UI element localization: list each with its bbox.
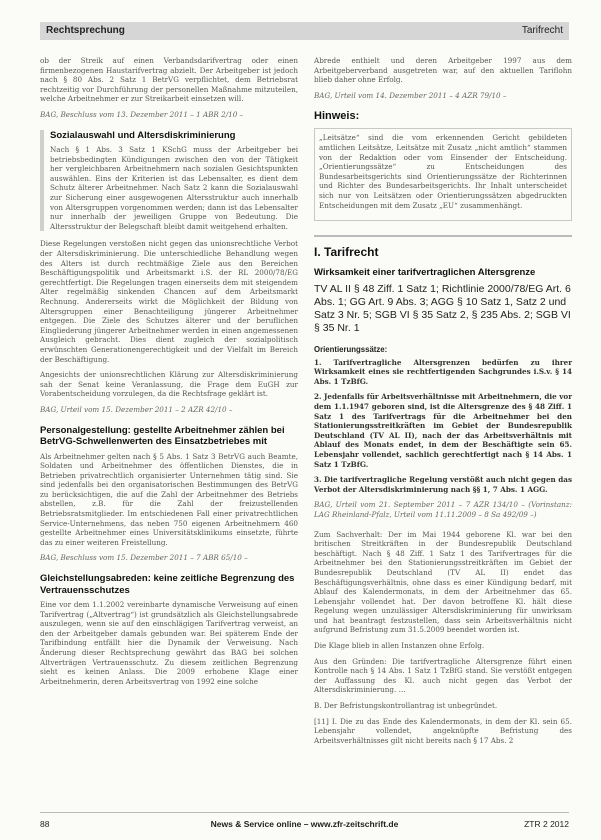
- hint-text: „Leitsätze“ sind die vom erkennenden Gericht gebildeten amtlichen Leitsätze, Leitsätze mit Zusatz „nicht amtlich“ stammen von der Redaktion oder vom Einsender der Entscheidung. „Orientierungssätze“ zu Entscheidungen des Bundesarbeitsgerichts sind Orientierungssätze der Richterinnen und Richter des Bundesarbeitsgerichts. Ihr Inhalt unterscheidet sich nur von Leitsätzen oder Orientierungssätzen abgedruckten Entscheidungen mit dem Zusatz „EU“ zusammenhängt.: [319, 133, 567, 210]
- left-column: [40, 56, 298, 692]
- paragraph: Die Klage blieb in allen Instanzen ohne Erfolg.: [314, 641, 485, 651]
- page-footer: [40, 812, 569, 829]
- paragraph: Abrede enthielt und deren Arbeitgeber 1997 aus dem Arbeitgeberverband ausgetreten war, auf den aktuellen Tariflohn blieb daher ohne Erfolg.: [314, 56, 572, 85]
- hint-box: [314, 128, 572, 221]
- running-header: [40, 22, 569, 40]
- page-number: 88: [40, 819, 50, 829]
- header-section: Rechtsprechung: [46, 25, 125, 36]
- article-heading: Sozialauswahl und Altersdiskriminierung: [50, 129, 236, 141]
- paragraph: Nach § 1 Abs. 3 Satz 1 KSchG muss der Arbeitgeber bei betriebsbedingten Kündigungen zwischen den von der Tätigkeit her vergleichbaren Arbeitnehmern nach sozialen Gesichtspunkten auswählen. Eins der Kriterien ist das Lebensalter, es dient dem Schutz älterer Arbeitnehmer. Nach Satz 2 kann die Sozialauswahl zur Sicherung einer ausgewogenen Altersstruktur auch innerhalb von Altersgruppen vorgenommen werden; dann ist das Lebensalter nur innerhalb der jeweiligen Gruppe von Bedeutung. Die Altersstruktur der Belegschaft bleibt damit weitgehend erhalten.: [50, 145, 298, 231]
- citation: BAG, Urteil vom 21. September 2011 – 7 AZR 134/10 – (Vorinstanz: LAG Rheinland-Pfalz, Urteil vom 11.11.2009 – 8 Sa 492/09 –): [314, 500, 572, 519]
- journal-issue: ZTR 2 2012: [524, 819, 569, 829]
- citation: BAG, Urteil vom 15. Dezember 2011 – 2 AZR 42/10 –: [40, 404, 233, 414]
- header-topic: Tarifrecht: [521, 25, 563, 36]
- paragraph: Als Arbeitnehmer gelten nach § 5 Abs. 1 Satz 3 BetrVG auch Beamte, Soldaten und Arbeitnehmer des öffentlichen Dienstes, die in Betrieben privatrechtlich organisierter Unternehmen tätig sind. Sie sind jedenfalls bei den organisatorischen Bestimmungen des BetrVG zu berücksichtigen, die auf die Zahl der Arbeitnehmer des Betriebs abstellen, z.B. für die Zahl der freizustellenden Betriebsratsmitglieder. Im entschiedenen Fall einer privatrechtlichen Service-Unternehmens, das neben 750 eigenen Arbeitnehmern 460 gestellte Arbeitnehmer eines Universitätsklinikums einsetzte, führte das zu einer weiteren Freistellung.: [40, 451, 298, 547]
- article-sozialauswahl: [40, 130, 298, 232]
- right-column: [314, 56, 572, 751]
- article-heading: Personalgestellung: gestellte Arbeitnehmer zählen bei BetrVG-Schwellenwerten des Einsatzbetriebes mit: [40, 424, 285, 447]
- citation: BAG, Urteil vom 14. Dezember 2011 – 4 AZR 79/10 –: [314, 90, 507, 100]
- article-heading: Gleichstellungsabreden: keine zeitliche Begrenzung des Vertrauensschutzes: [40, 573, 295, 596]
- paragraph: B. Der Befristungskontrollantrag ist unbegründet.: [314, 701, 498, 711]
- norm-list: TV AL II § 48 Ziff. 1 Satz 1; Richtlinie 2000/78/EG Art. 6 Abs. 1; GG Art. 9 Abs. 3; AGG § 10 Satz 1, Satz 2 und Satz 3 Nr. 5; SGB VI § 35 Satz 2, § 235 Abs. 2; SGB VI § 35 Nr. 1: [314, 282, 571, 334]
- paragraph: ob der Streik auf einen Verbandsdarifvertrag oder einen firmenbezogenen Haustarifvertrag abzielt. Der Arbeitgeber ist jedoch nach § 80 Abs. 2 Satz 1 BetrVG verpflichtet, dem Betriebsrat rechtzeitig vor Durchführung der personellen Maßnahme mitzuteilen, welche Arbeitnehmer er zur Streikarbeit einsetzen will.: [40, 56, 298, 104]
- orientation-item: 2. Jedenfalls für Arbeitsverhältnisse mit Arbeitnehmern, die vor dem 1.1.1947 geboren sind, ist die Altersgrenze des § 48 Ziff. 1 Satz 1 des Tarifvertrags für die Arbeitnehmer bei den Stationierungsstreitkräften im Gebiet der Bundesrepublik Deutschland (TV AL II), nach der das Arbeitsverhältnis mit Ablauf des Monats endet, in dem der Beschäftigte sein 65. Lebensjahr vollendet, sachlich gerechtfertigt nach § 14 Abs. 1 Satz 1 TzBfG.: [314, 392, 572, 469]
- footer-website: News & Service online – www.zfr-zeitschrift.de: [210, 819, 399, 829]
- citation: BAG, Beschluss vom 15. Dezember 2011 – 7 ABR 65/10 –: [40, 553, 248, 563]
- article-heading: Wirksamkeit einer tarifvertraglichen Altersgrenze: [314, 267, 536, 279]
- orientation-item: 1. Tarifvertragliche Altersgrenzen bedürfen zu ihrer Wirksamkeit eines sie rechtfertigenden Sachgrundes i.S.v. § 14 Abs. 1 TzBfG.: [314, 357, 572, 386]
- orientation-item: 3. Die tarifvertragliche Regelung verstößt auch nicht gegen das Verbot der Altersdiskriminierung nach §§ 1, 7 Abs. 1 AGG.: [314, 475, 572, 494]
- hint-title: Hinweis:: [314, 110, 360, 123]
- paragraph: [11] I. Die zu das Ende des Kalendermonats, in dem der Kl. sein 65. Lebensjahr vollendet, angeknüpfte Befristung des Arbeitsverhältnisses gilt nicht bereits nach § 17 Abs. 2: [314, 716, 572, 745]
- section-heading: I. Tarifrecht: [314, 235, 572, 259]
- paragraph: Eine vor dem 1.1.2002 vereinbarte dynamische Verweisung auf einen Tarifvertrag („Altvertrag“) ist grundsätzlich als Gleichstellungsabrede auszulegen, wenn sie auf den einschlägigen Tarifvertrag verweist, an den der Arbeitgeber damals gebunden war. Bei späterem Ende der Tarifbindung entfällt hier die Dynamik der Verweisung. Nach Änderung dieser Rechtsprechung gewährt das BAG bei solchen Altverträgen Vertrauensschutz. Zu diesem zeitlichen Begrenzung sieht es keinen Anlass. Die 2009 erhobene Klage einer Arbeitnehmerin, deren Arbeitsvertrag von 1992 eine solche: [40, 600, 298, 686]
- paragraph: Zum Sachverhalt: Der im Mai 1944 geborene Kl. war bei den britischen Streitkräften in der Bundesrepublik Deutschland beschäftigt. Nach § 48 Ziff. 1 Satz 1 des Tarifvertrages für die Arbeitnehmer bei den Stationierungsstreitkräften im Gebiet der Bundesrepublik Deutschland (TV AL II) endet das Beschäftigungsverhältnis, ohne dass es einer Kündigung bedarf, mit Ablauf des Kalendermonats, in dem der Arbeitnehmer das 65. Lebensjahr vollendet hat. Der davon betroffene Kl. hält diese Regelung wegen unzulässiger Altersdiskriminierung für unwirksam und hat beantragt festzustellen, dass sein Arbeitsverhältnis nicht aufgrund Befristung zum 31.5.2009 beendet worden ist.: [314, 529, 572, 635]
- orientation-heading: Orientierungssätze:: [314, 344, 388, 354]
- paragraph: Diese Regelungen verstoßen nicht gegen das unionsrechtliche Verbot der Altersdiskriminierung. Die unterschiedliche Behandlung wegen des Alters ist durch rechtmäßige Ziele aus den Bereichen Beschäftigungspolitik und Arbeitsmarkt i.S. der RL 2000/78/EG gerechtfertigt. Die Regelungen tragen einerseits dem mit steigendem Alter regelmäßig sinkenden Chancen auf dem Arbeitsmarkt Rechnung. Andererseits wirkt die Möglichkeit der Bildung von Altersgruppen einer Benachteiligung jüngerer Arbeitnehmer entgegen. Die Ziele des Schutzes älterer und der beruflichen Eingliederung jüngerer Arbeitnehmer werden in einen angemessenen Ausgleich gebracht. Dies dient zugleich der sozialpolitisch erwünschten Generationengerechtigkeit und der Vielfalt im Bereich der Beschäftigung.: [40, 239, 298, 364]
- paragraph: Aus den Gründen: Die tarifvertragliche Altersgrenze führt einen Kontrolle nach § 14 Abs. 1 Satz 1 TzBfG stand. Sie verstößt entgegen der Auffassung des Kl. auch nicht gegen das Verbot der Altersdiskriminierung. …: [314, 656, 572, 695]
- paragraph: Angesichts der unionsrechtlichen Klärung zur Altersdiskriminierung sah der Senat keine Veranlassung, die Frage dem EuGH zur Vorabentscheidung vorzulegen, da die Rechtsfrage geklärt ist.: [40, 370, 298, 399]
- citation: BAG, Beschluss vom 13. Dezember 2011 – 1 ABR 2/10 –: [40, 109, 244, 119]
